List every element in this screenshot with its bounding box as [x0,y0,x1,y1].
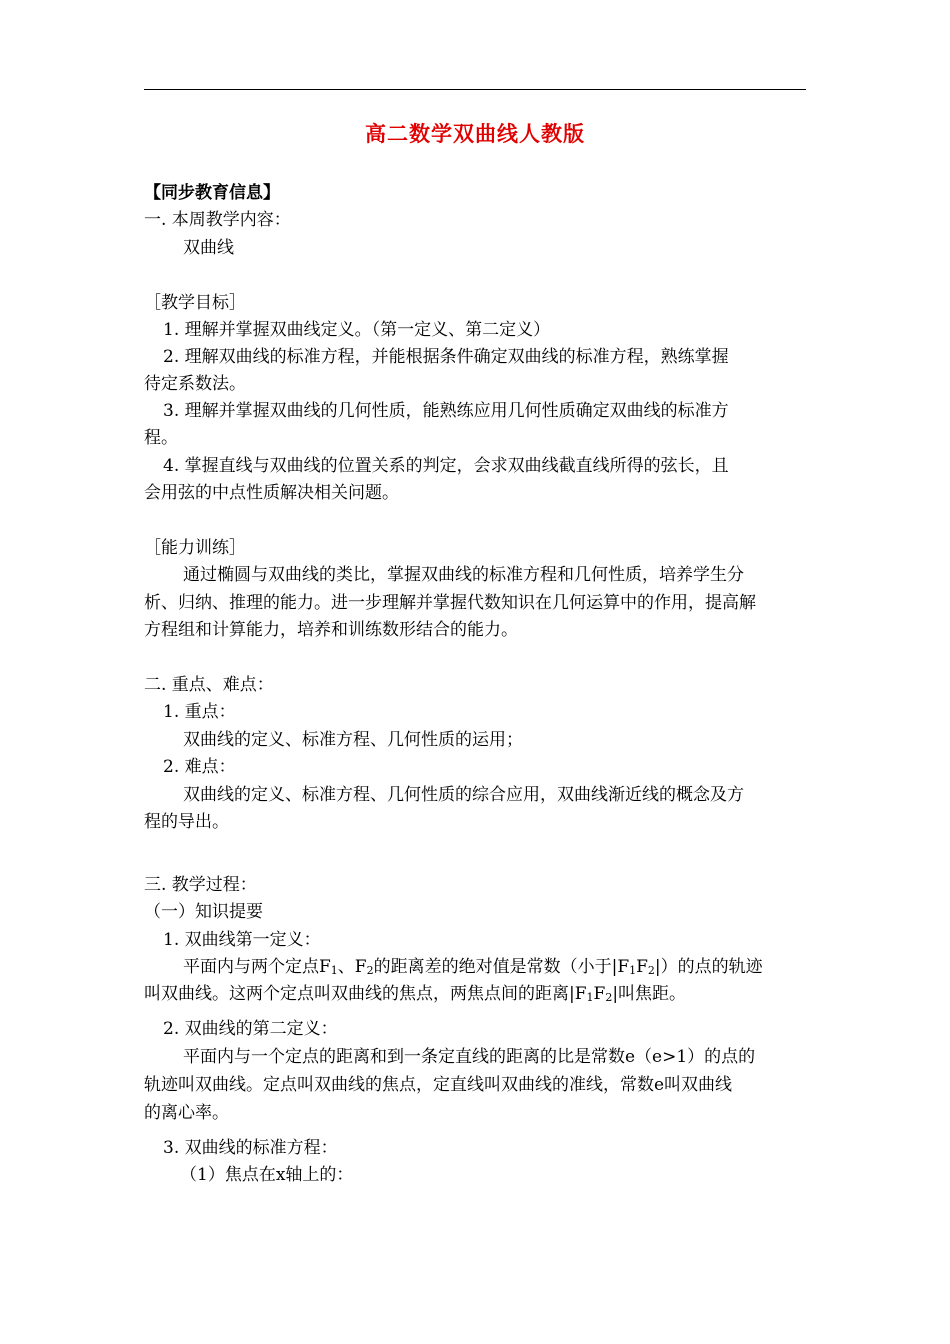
heading-weekly-content: 一. 本周教学内容： [144,210,291,230]
second-definition-line-3: 的离心率。 [144,1103,229,1123]
heading-teaching-process: 三. 教学过程： [144,875,257,895]
subheading-knowledge-summary: （一）知识提要 [144,902,263,922]
ability-training-label: ［能力训练］ [144,538,246,558]
goal-4-line-1: 4. 掌握直线与双曲线的位置关系的判定，会求双曲线截直线所得的弦长，且 [163,456,729,476]
header-rule [144,89,806,90]
standard-equation-case-1: （1）焦点在x轴上的： [180,1165,354,1185]
difficulty-text-line-1: 双曲线的定义、标准方程、几何性质的综合应用，双曲线渐近线的概念及方 [183,785,744,805]
goal-1: 1. 理解并掌握双曲线定义。（第一定义、第二定义） [163,320,551,340]
goal-4-line-2: 会用弦的中点性质解决相关问题。 [144,483,399,503]
standard-equation-label: 3. 双曲线的标准方程： [163,1138,338,1158]
goal-3-line-2: 程。 [144,428,178,448]
heading-key-points: 二. 重点、难点： [144,675,274,695]
first-definition-line-1: 平面内与两个定点$F_1$、$F_2$的距离差的绝对值是常数（小于$|F_1F_2|$）的点的轨迹 [183,957,763,977]
difficulty-label: 2. 难点： [163,757,236,777]
second-definition-line-1: 平面内与一个定点的距离和到一条定直线的距离的比是常数e（e>1）的点的 [183,1047,756,1067]
teaching-goals-label: ［教学目标］ [144,293,246,313]
ability-text-line-1: 通过椭圆与双曲线的类比，掌握双曲线的标准方程和几何性质，培养学生分 [183,565,744,585]
ability-text-line-2: 析、归纳、推理的能力。进一步理解并掌握代数知识在几何运算中的作用，提高解 [144,593,756,613]
ability-text-line-3: 方程组和计算能力，培养和训练数形结合的能力。 [144,620,518,640]
first-definition-label: 1. 双曲线第一定义： [163,930,321,950]
key-point-text: 双曲线的定义、标准方程、几何性质的运用； [183,730,523,750]
goal-2-line-1: 2. 理解双曲线的标准方程，并能根据条件确定双曲线的标准方程，熟练掌握 [163,347,729,367]
goal-3-line-1: 3. 理解并掌握双曲线的几何性质，能熟练应用几何性质确定双曲线的标准方 [163,401,729,421]
second-definition-label: 2. 双曲线的第二定义： [163,1019,338,1039]
first-definition-line-2: 叫双曲线。这两个定点叫双曲线的焦点，两焦点间的距离$|F_1F_2|$叫焦距。 [144,984,687,1004]
key-point-label: 1. 重点： [163,702,236,722]
document-title: 高二数学双曲线人教版 [365,121,585,146]
weekly-content-text: 双曲线 [183,238,234,258]
goal-2-line-2: 待定系数法。 [144,374,246,394]
difficulty-text-line-2: 程的导出。 [144,812,229,832]
section-header: 【同步教育信息】 [144,183,280,203]
second-definition-line-2: 轨迹叫双曲线。定点叫双曲线的焦点，定直线叫双曲线的准线，常数e叫双曲线 [144,1075,733,1095]
